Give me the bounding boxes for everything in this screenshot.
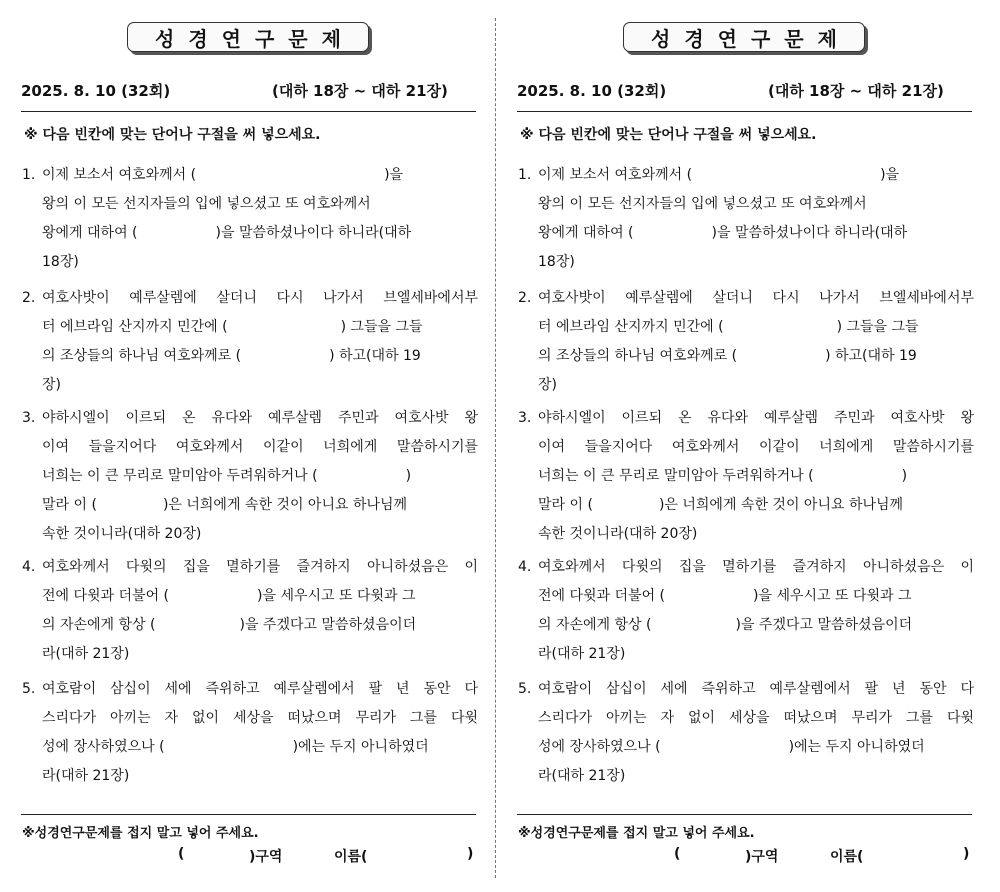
question-text: 속한 것이니라(대하 20장) <box>538 526 698 542</box>
question-text: )은 너희에게 속한 것이 아니요 하나님께 <box>162 497 408 513</box>
question-2 <box>518 284 974 400</box>
question-text: 이여 들을지어다 여호와께서 이같이 너희에게 말씀하시기를 <box>42 439 478 455</box>
question-4 <box>22 553 478 669</box>
question-text: 18장) <box>42 254 79 270</box>
name-close: ) <box>467 846 474 862</box>
question-text: ) <box>901 468 908 484</box>
question-text: 이제 보소서 여호와께서 ( <box>42 167 197 183</box>
chapter-range: (대하 18장 ~ 대하 21장) <box>272 82 448 100</box>
question-2 <box>22 284 478 400</box>
question-text: 전에 다윗과 더불어 ( <box>42 588 170 604</box>
question-text: 너희는 이 큰 무리로 말미암아 두려워하거나 ( <box>538 468 814 484</box>
question-text: )은 너희에게 속한 것이 아니요 하나님께 <box>658 497 904 513</box>
question-number: 2. <box>22 290 36 306</box>
question-text: 의 조상들의 하나님 여호와께로 ( <box>42 348 242 364</box>
question-text: ) 그들을 그들 <box>836 319 919 335</box>
question-text: 전에 다윗과 더불어 ( <box>538 588 666 604</box>
question-5 <box>22 675 478 791</box>
question-number: 4. <box>518 559 532 575</box>
question-text: 야하시엘이 이르되 온 유다와 예루살렘 주민과 여호사밧 왕 <box>538 410 974 426</box>
question-3 <box>22 404 478 549</box>
question-text: ) <box>405 468 412 484</box>
name-label: 이름( <box>830 849 864 865</box>
question-text: 스리다가 아끼는 자 없이 세상을 떠났으며 무리가 그를 다윗 <box>42 710 478 726</box>
question-text: )에는 두지 아니하였더 <box>292 739 429 755</box>
question-text: 말라 이 ( <box>538 497 593 513</box>
question-number: 3. <box>22 410 36 426</box>
question-text: 너희는 이 큰 무리로 말미암아 두려워하거나 ( <box>42 468 318 484</box>
question-text: )을 말씀하셨나이다 하니라(대하 <box>215 225 412 241</box>
footer-rule <box>21 814 476 815</box>
chapter-range: (대하 18장 ~ 대하 21장) <box>768 82 944 100</box>
question-text: 터 에브라임 산지까지 민간에 ( <box>538 319 724 335</box>
question-text: 여호와께서 다윗의 집을 멸하기를 즐겨하지 아니하셨음은 이 <box>538 559 974 575</box>
district-label: )구역 <box>745 849 779 865</box>
question-text: 이여 들을지어다 여호와께서 이같이 너희에게 말씀하시기를 <box>538 439 974 455</box>
question-text: )을 말씀하셨나이다 하니라(대하 <box>711 225 908 241</box>
question-text: 스리다가 아끼는 자 없이 세상을 떠났으며 무리가 그를 다윗 <box>538 710 974 726</box>
question-text: 왕의 이 모든 선지자들의 입에 넣으셨고 또 여호와께서 <box>42 196 371 212</box>
question-1 <box>22 161 478 277</box>
question-text: 이제 보소서 여호와께서 ( <box>538 167 693 183</box>
header-rule <box>21 111 476 112</box>
sheet-title: 성경연구문제 <box>127 22 369 52</box>
quiz-sheet-left <box>0 0 480 892</box>
quiz-sheet-right <box>496 0 976 892</box>
question-number: 1. <box>22 167 36 183</box>
question-text: 여호사밧이 예루살렘에 살더니 다시 나가서 브엘세바에서부 <box>538 290 974 306</box>
question-text: )을 주겠다고 말씀하셨음이더 <box>239 617 417 633</box>
footer-note: ※성경연구문제를 접지 말고 넣어 주세요. <box>518 826 755 841</box>
footer-rule <box>517 814 972 815</box>
question-number: 5. <box>518 681 532 697</box>
question-text: 왕에게 대하여 ( <box>538 225 634 241</box>
question-text: 의 조상들의 하나님 여호와께로 ( <box>538 348 738 364</box>
header-rule <box>517 111 972 112</box>
sheet-date: 2025. 8. 10 (32회) <box>21 82 171 100</box>
sheet-title: 성경연구문제 <box>623 22 865 52</box>
question-text: 여호와께서 다윗의 집을 멸하기를 즐겨하지 아니하셨음은 이 <box>42 559 478 575</box>
question-text: 여호사밧이 예루살렘에 살더니 다시 나가서 브엘세바에서부 <box>42 290 478 306</box>
question-text: )을 세우시고 또 다윗과 그 <box>753 588 912 604</box>
name-field[interactable] <box>874 846 962 864</box>
question-text: 장) <box>42 377 61 393</box>
question-text: 장) <box>538 377 557 393</box>
name-close: ) <box>963 846 970 862</box>
question-text: 의 자손에게 항상 ( <box>538 617 652 633</box>
instruction-text: ※ 다음 빈칸에 맞는 단어나 구절을 써 넣으세요. <box>520 127 817 143</box>
instruction-text: ※ 다음 빈칸에 맞는 단어나 구절을 써 넣으세요. <box>24 127 321 143</box>
question-text: )을 세우시고 또 다윗과 그 <box>257 588 416 604</box>
question-text: 여호람이 삼십이 세에 즉위하고 예루살렘에서 팔 년 동안 다 <box>42 681 478 697</box>
question-text: 왕의 이 모든 선지자들의 입에 넣으셨고 또 여호와께서 <box>538 196 867 212</box>
name-label: 이름( <box>334 849 368 865</box>
question-text: )을 <box>384 167 404 183</box>
footer-note: ※성경연구문제를 접지 말고 넣어 주세요. <box>22 826 259 841</box>
question-number: 5. <box>22 681 36 697</box>
question-text: 성에 장사하였으나 ( <box>538 739 661 755</box>
question-4 <box>518 553 974 669</box>
question-text: ) 하고(대하 19 <box>825 348 917 364</box>
name-field[interactable] <box>378 846 466 864</box>
question-3 <box>518 404 974 549</box>
district-open: ( <box>674 846 681 862</box>
question-text: 야하시엘이 이르되 온 유다와 예루살렘 주민과 여호사밧 왕 <box>42 410 478 426</box>
question-text: )을 <box>880 167 900 183</box>
question-number: 1. <box>518 167 532 183</box>
question-text: ) 그들을 그들 <box>340 319 423 335</box>
district-field[interactable] <box>692 846 748 864</box>
question-text: 여호람이 삼십이 세에 즉위하고 예루살렘에서 팔 년 동안 다 <box>538 681 974 697</box>
question-text: 터 에브라임 산지까지 민간에 ( <box>42 319 228 335</box>
question-text: 라(대하 21장) <box>42 768 130 784</box>
question-text: 의 자손에게 항상 ( <box>42 617 156 633</box>
sheet-date: 2025. 8. 10 (32회) <box>517 82 667 100</box>
question-1 <box>518 161 974 277</box>
district-field[interactable] <box>196 846 252 864</box>
district-label: )구역 <box>249 849 283 865</box>
question-text: ) 하고(대하 19 <box>329 348 421 364</box>
question-text: 라(대하 21장) <box>538 768 626 784</box>
question-text: 성에 장사하였으나 ( <box>42 739 165 755</box>
question-text: 말라 이 ( <box>42 497 97 513</box>
question-text: 라(대하 21장) <box>538 646 626 662</box>
question-text: )에는 두지 아니하였더 <box>788 739 925 755</box>
question-number: 4. <box>22 559 36 575</box>
question-number: 2. <box>518 290 532 306</box>
question-text: 18장) <box>538 254 575 270</box>
question-text: 라(대하 21장) <box>42 646 130 662</box>
question-5 <box>518 675 974 791</box>
question-text: )을 주겠다고 말씀하셨음이더 <box>735 617 913 633</box>
question-text: 속한 것이니라(대하 20장) <box>42 526 202 542</box>
district-open: ( <box>178 846 185 862</box>
question-number: 3. <box>518 410 532 426</box>
question-text: 왕에게 대하여 ( <box>42 225 138 241</box>
